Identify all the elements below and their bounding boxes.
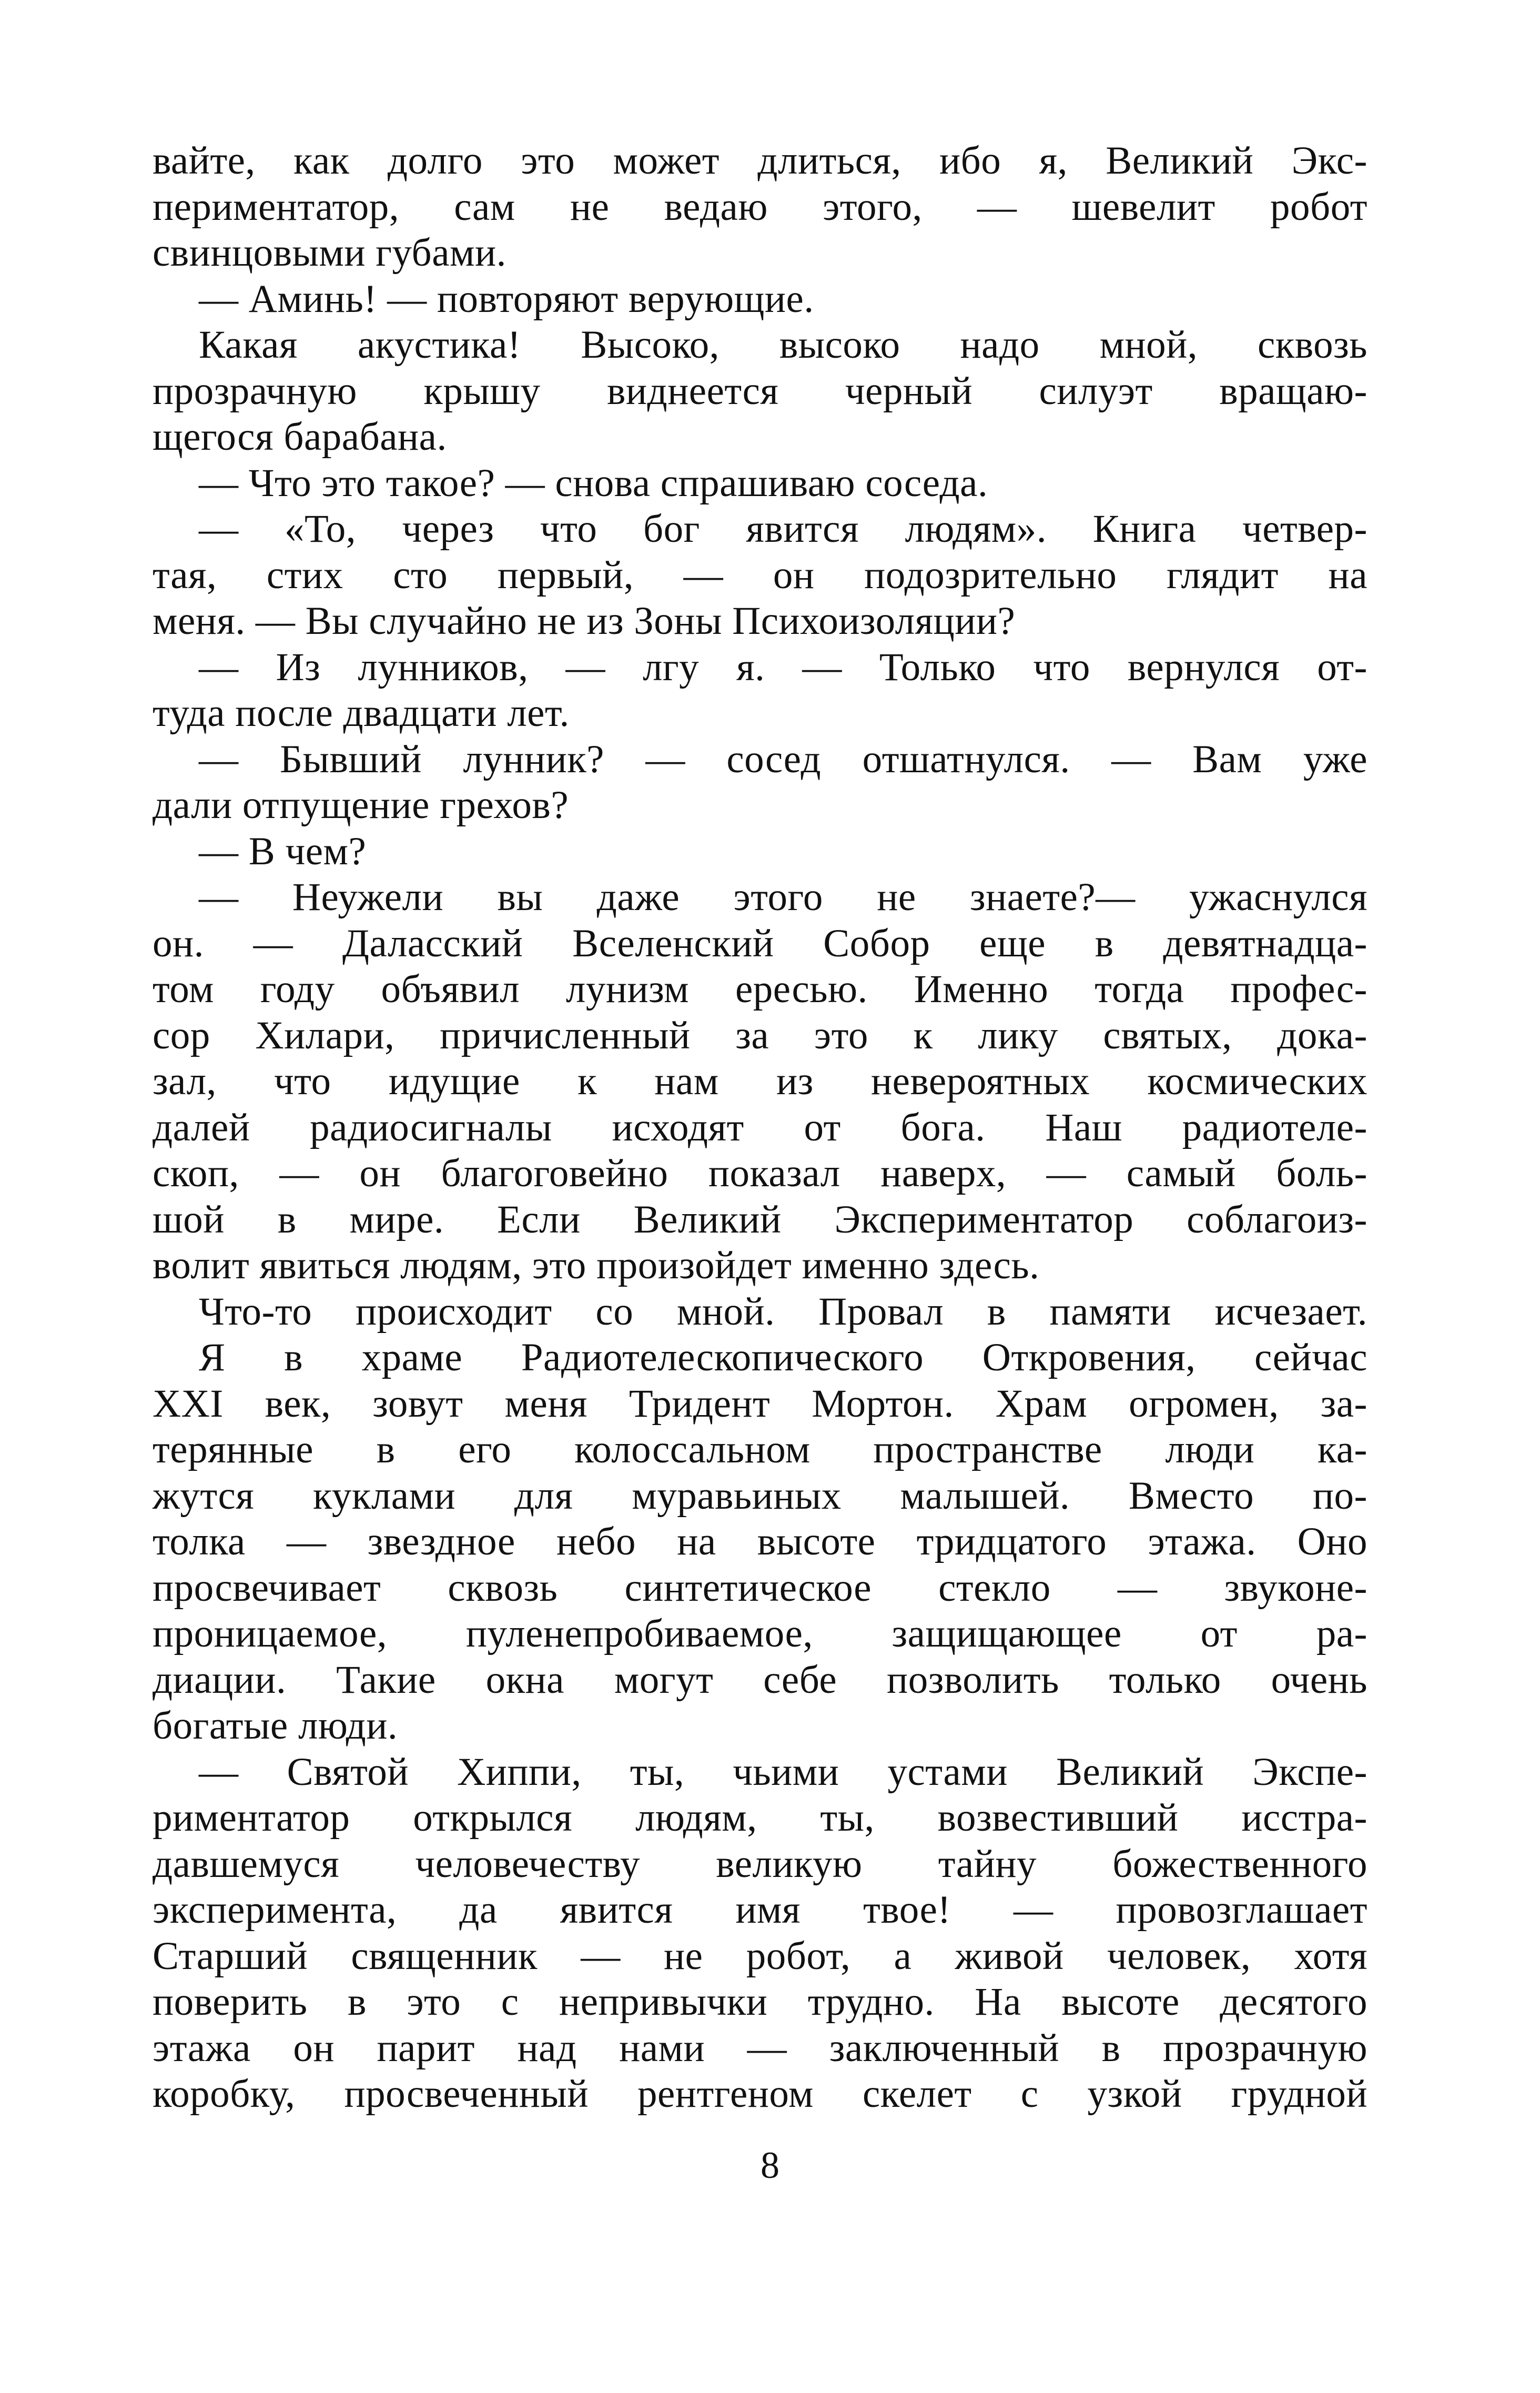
text-line: жутся куклами для муравьиных малышей. Вместо по- <box>153 1473 1367 1518</box>
text-line: свинцовыми губами. <box>153 231 506 275</box>
text-line: — Из лунников, — лгу я. — Только что вернулся от- <box>199 645 1367 689</box>
text-line: — «То, через что бог явится людям». Книга четвер- <box>199 507 1367 551</box>
text-line: терянные в его колоссальном пространстве люди ка- <box>153 1428 1367 1471</box>
text-line: Старший священник — не робот, а живой человек, хотя <box>153 1934 1367 1978</box>
text-line: поверить в это с непривычки трудно. На высоте десятого <box>153 1980 1367 2024</box>
text-line: риментатор открылся людям, ты, возвестивший исстра- <box>153 1796 1367 1840</box>
text-line: тая, стих сто первый, — он подозрительно глядит на <box>153 553 1367 597</box>
text-line: скоп, — он благоговейно показал наверх, — самый боль- <box>153 1152 1367 1195</box>
text-line: волит явиться людям, это произойдет именно здесь. <box>153 1244 1040 1287</box>
text-line: меня. — Вы случайно не из Зоны Психоизоляции? <box>153 599 1016 643</box>
text-line: коробку, просвеченный рентгеном скелет с узкой грудной <box>153 2072 1367 2116</box>
text-line: давшемуся человечеству великую тайну божественного <box>153 1842 1367 1886</box>
text-line: далей радиосигналы исходят от бога. Наш радиотеле- <box>153 1105 1367 1149</box>
page-number: 8 <box>761 2144 779 2186</box>
text-line: эксперимента, да явится имя твое! — провозглашает <box>153 1888 1367 1932</box>
text-line: дали отпущение грехов? <box>153 783 569 827</box>
page-text-block <box>153 138 1367 2117</box>
text-line: он. — Даласский Вселенский Собор еще в девятнадца- <box>153 921 1367 965</box>
text-line: богатые люди. <box>153 1704 398 1748</box>
text-line: толка — звездное небо на высоте тридцатого этажа. Оно <box>153 1520 1367 1563</box>
text-line: проницаемое, пуленепробиваемое, защищающее от ра- <box>153 1612 1367 1655</box>
text-line: зал, что идущие к нам из невероятных космических <box>153 1059 1367 1103</box>
text-line: — Неужели вы даже этого не знаете?— ужаснулся <box>199 875 1367 919</box>
text-line: — Что это такое? — снова спрашиваю соседа. <box>199 461 988 505</box>
text-line: просвечивает сквозь синтетическое стекло — звуконе- <box>153 1566 1367 1610</box>
text-line: вайте, как долго это может длиться, ибо я, Великий Экс- <box>153 139 1367 183</box>
text-line: прозрачную крышу виднеется черный силуэт вращаю- <box>153 369 1367 413</box>
text-line: диации. Такие окна могут себе позволить только очень <box>153 1658 1367 1702</box>
text-line: Что-то происходит со мной. Провал в памяти исчезает. <box>199 1289 1367 1334</box>
text-line: шой в мире. Если Великий Экспериментатор соблагоиз- <box>153 1197 1367 1241</box>
text-line: Какая акустика! Высоко, высоко надо мной, сквозь <box>199 323 1367 367</box>
text-line: — Бывший лунник? — сосед отшатнулся. — Вам уже <box>199 737 1367 781</box>
text-line: — В чем? <box>199 829 367 873</box>
text-line: сор Хилари, причисленный за это к лику святых, дока- <box>153 1013 1367 1057</box>
text-line: щегося барабана. <box>153 415 447 459</box>
text-line: том году объявил лунизм ересью. Именно тогда профес- <box>153 967 1367 1011</box>
text-line: этажа он парит над нами — заключенный в прозрачную <box>153 2026 1367 2070</box>
text-line: Я в храме Радиотелескопического Откровения, сейчас <box>199 1336 1367 1379</box>
text-line: — Аминь! — повторяют верующие. <box>199 277 814 321</box>
text-line: XXI век, зовут меня Тридент Мортон. Храм огромен, за- <box>153 1381 1367 1426</box>
text-line: — Святой Хиппи, ты, чьими устами Великий Экспе- <box>199 1750 1367 1794</box>
text-line: периментатор, сам не ведаю этого, — шевелит робот <box>153 185 1367 229</box>
text-line: туда после двадцати лет. <box>153 691 570 735</box>
